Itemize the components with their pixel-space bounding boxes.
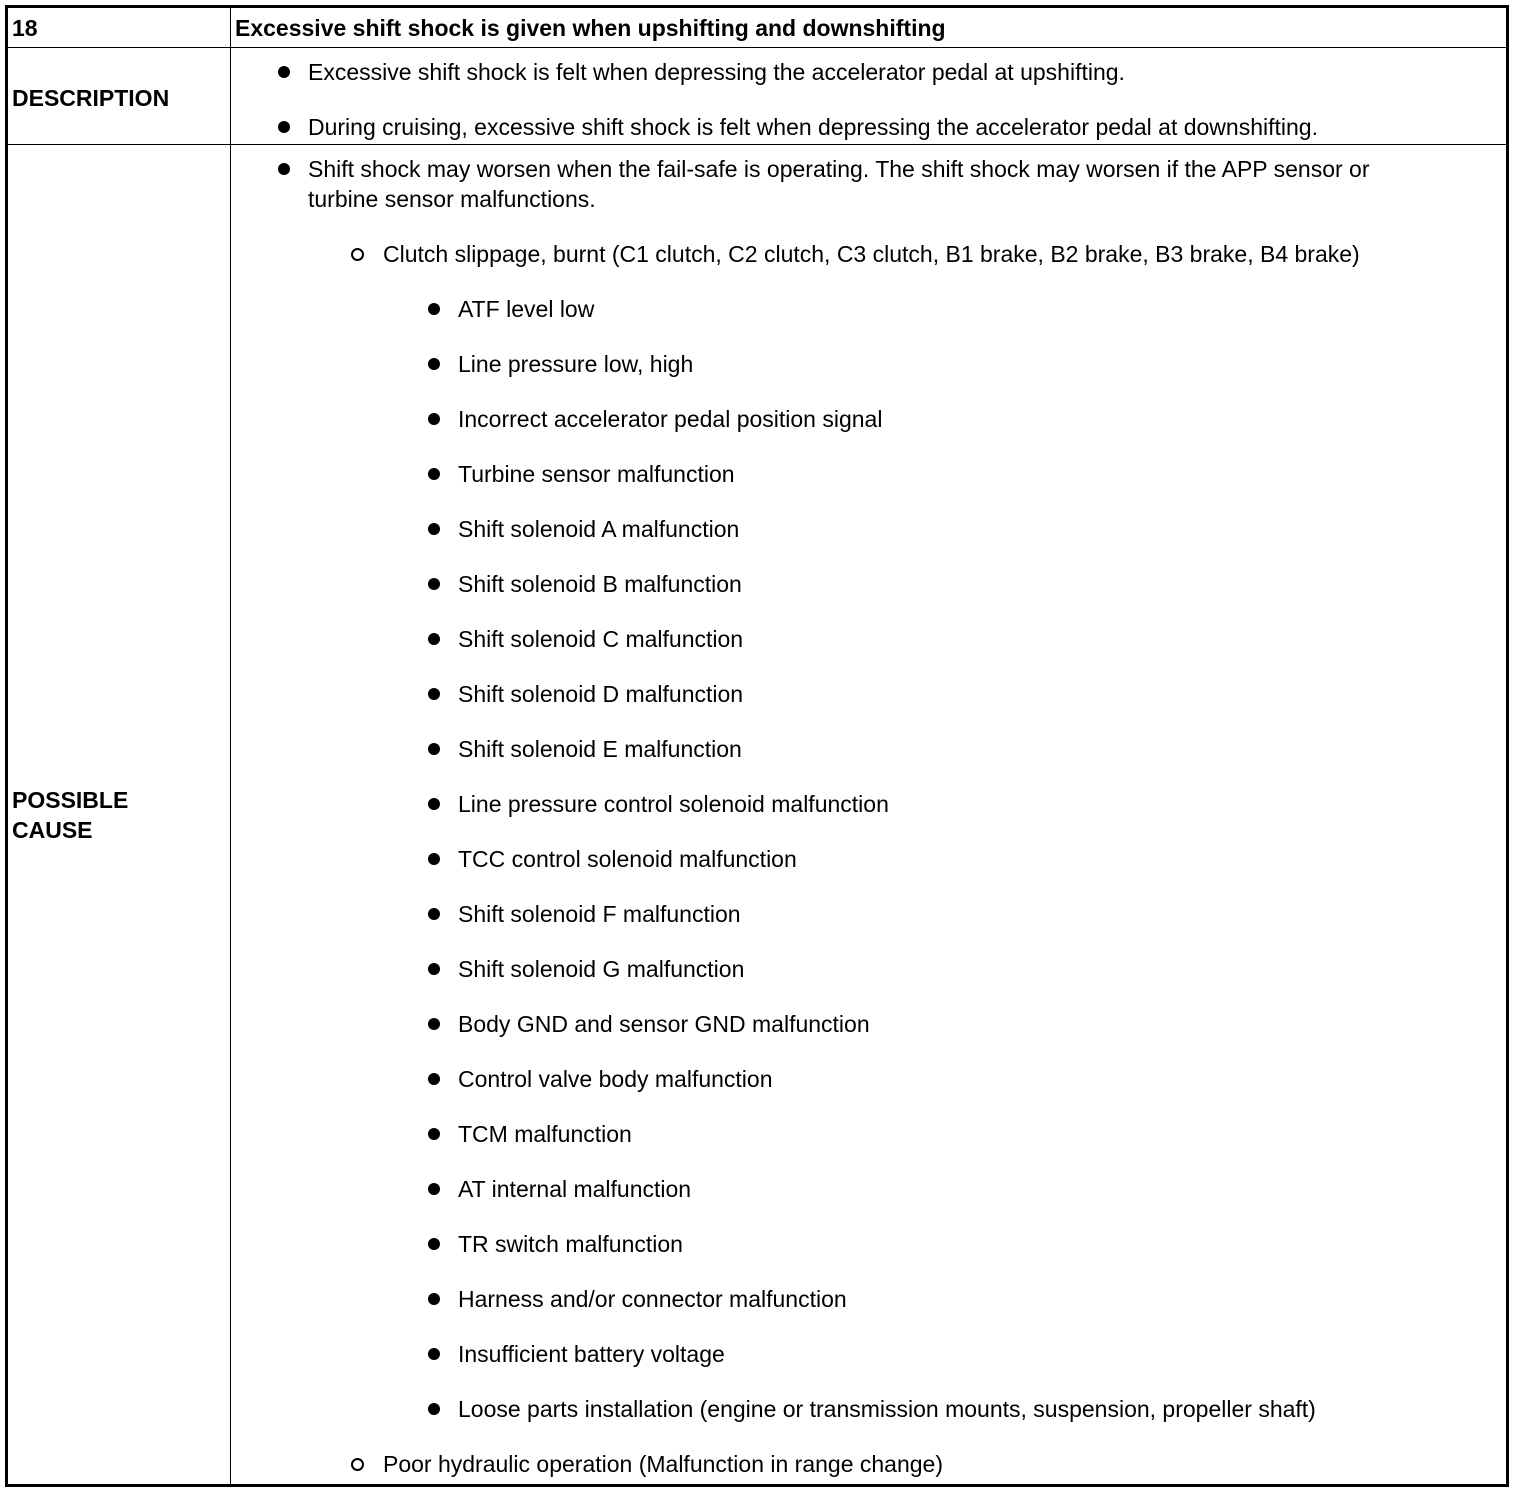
cause-item: Insufficient battery voltage: [458, 1341, 725, 1367]
cause-item: Shift solenoid C malfunction: [458, 626, 744, 652]
bullet-icon: [428, 1128, 440, 1140]
cause-item: AT internal malfunction: [458, 1176, 692, 1202]
cause-intro-line2: turbine sensor malfunctions.: [308, 186, 596, 212]
cause-item: ATF level low: [458, 296, 595, 322]
bullet-icon: [428, 1238, 440, 1250]
bullet-icon: [428, 853, 440, 865]
row-divider-description: [8, 144, 1506, 145]
cause-item: Line pressure control solenoid malfunction: [458, 791, 889, 817]
bullet-icon: [428, 578, 440, 590]
bullet-icon: [428, 633, 440, 645]
cause-item: Shift solenoid F malfunction: [458, 901, 741, 927]
possible-cause-label-line1: POSSIBLE: [12, 787, 129, 813]
open-circle-icon: [351, 1458, 364, 1471]
bullet-icon: [428, 798, 440, 810]
bullet-icon: [428, 468, 440, 480]
cause-item: Shift solenoid B malfunction: [458, 571, 742, 597]
cause-item: Loose parts installation (engine or transmission mounts, suspension, propeller shaft): [458, 1396, 1316, 1422]
cause-item: Line pressure low, high: [458, 351, 694, 377]
cause-item: Harness and/or connector malfunction: [458, 1286, 847, 1312]
cause-item: Shift solenoid D malfunction: [458, 681, 744, 707]
description-label: DESCRIPTION: [12, 85, 170, 111]
cause-item: Shift solenoid G malfunction: [458, 956, 745, 982]
troubleshooting-table: [5, 5, 1509, 1487]
bullet-icon: [428, 1018, 440, 1030]
bullet-icon: [428, 688, 440, 700]
bullet-icon: [428, 1183, 440, 1195]
column-divider: [230, 8, 231, 1484]
bullet-icon: [278, 121, 290, 133]
bullet-icon: [428, 413, 440, 425]
bullet-icon: [428, 963, 440, 975]
bullet-icon: [428, 1348, 440, 1360]
possible-cause-label-line2: CAUSE: [12, 817, 93, 843]
cause-item: Body GND and sensor GND malfunction: [458, 1011, 870, 1037]
bullet-icon: [278, 163, 290, 175]
bullet-icon: [428, 358, 440, 370]
cause-item: Shift solenoid E malfunction: [458, 736, 742, 762]
cause-item: TR switch malfunction: [458, 1231, 683, 1257]
item-title: Excessive shift shock is given when upshifting and downshifting: [235, 15, 946, 41]
item-number: 18: [12, 15, 38, 41]
cause-group-clutch: Clutch slippage, burnt (C1 clutch, C2 clutch, C3 clutch, B1 brake, B2 brake, B3 brake, B4 brake): [383, 241, 1360, 267]
bullet-icon: [278, 66, 290, 78]
description-item: During cruising, excessive shift shock is felt when depressing the accelerator pedal at downshifting.: [308, 114, 1318, 140]
row-divider-header: [8, 47, 1506, 48]
cause-item: TCC control solenoid malfunction: [458, 846, 797, 872]
bullet-icon: [428, 743, 440, 755]
bullet-icon: [428, 523, 440, 535]
cause-item: Incorrect accelerator pedal position signal: [458, 406, 883, 432]
cause-item: TCM malfunction: [458, 1121, 632, 1147]
open-circle-icon: [351, 248, 364, 261]
cause-item: Shift solenoid A malfunction: [458, 516, 740, 542]
cause-item: Turbine sensor malfunction: [458, 461, 735, 487]
cause-group-hydraulic: Poor hydraulic operation (Malfunction in range change): [383, 1451, 943, 1477]
bullet-icon: [428, 1293, 440, 1305]
bullet-icon: [428, 1073, 440, 1085]
bullet-icon: [428, 303, 440, 315]
cause-intro-line1: Shift shock may worsen when the fail-safe is operating. The shift shock may worsen if the APP sensor or: [308, 156, 1370, 182]
description-item: Excessive shift shock is felt when depressing the accelerator pedal at upshifting.: [308, 59, 1125, 85]
bullet-icon: [428, 908, 440, 920]
bullet-icon: [428, 1403, 440, 1415]
cause-item: Control valve body malfunction: [458, 1066, 773, 1092]
